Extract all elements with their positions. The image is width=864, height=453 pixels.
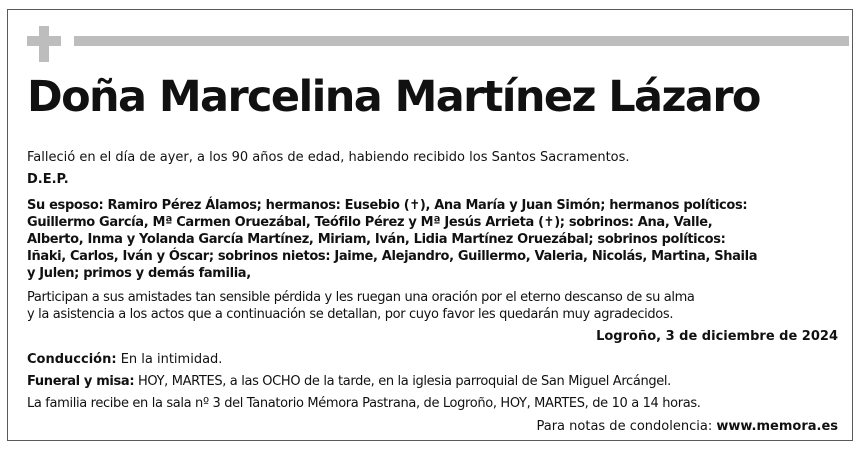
funeral-label: Funeral y misa: <box>27 374 135 389</box>
condolence-text: Para notas de condolencia: <box>536 419 713 434</box>
funeral-text: HOY, MARTES, a las OCHO de la tarde, en la iglesia parroquial de San Miguel Arcángel. <box>137 374 671 389</box>
request-line: y la asistencia a los actos que a continuación se detallan, por cuyo favor les quedarán muy agradecidos. <box>27 307 674 322</box>
family-line: Guillermo García, Mª Carmen Oruezábal, Teófilo Pérez y Mª Jesús Arrieta (✝); sobrinos: Ana, Valle, <box>27 215 713 230</box>
deceased-name: Doña Marcelina Martínez Lázaro <box>27 72 760 122</box>
condolence-link[interactable]: www.memora.es <box>716 419 838 434</box>
obituary-card <box>7 9 853 441</box>
cross-icon <box>27 26 61 62</box>
family-line: y Julen; primos y demás familia, <box>27 266 251 281</box>
dep-label: D.E.P. <box>27 172 69 187</box>
funeral-line <box>27 373 671 390</box>
place-date: Logroño, 3 de diciembre de 2024 <box>596 329 838 344</box>
conduccion-text: En la intimidad. <box>120 352 223 367</box>
family-line: Alberto, Inma y Yolanda García Martínez, Miriam, Iván, Lidia Martínez Oruezábal; sobrinos políticos: <box>27 232 726 247</box>
family-line: Su esposo: Ramiro Pérez Álamos; hermanos: Eusebio (✝), Ana María y Juan Simón; hermanos políticos: <box>27 198 748 213</box>
family-line: Iñaki, Carlos, Iván y Óscar; sobrinos nietos: Jaime, Alejandro, Guillermo, Valeria, Nicolás, Martina, Shaila <box>27 249 758 264</box>
condolence-line <box>536 418 838 435</box>
conduccion-line <box>27 351 222 368</box>
death-notice: Falleció en el día de ayer, a los 90 años de edad, habiendo recibido los Santos Sacramentos. <box>27 150 630 165</box>
wake-line: La familia recibe en la sala nº 3 del Tanatorio Mémora Pastrana, de Logroño, HOY, MARTES, de 10 a 14 horas. <box>27 396 701 411</box>
header-rule <box>74 36 849 46</box>
conduccion-label: Conducción: <box>27 352 117 367</box>
request-line: Participan a sus amistades tan sensible pérdida y les ruegan una oración por el eterno descanso de su alma <box>27 290 695 305</box>
